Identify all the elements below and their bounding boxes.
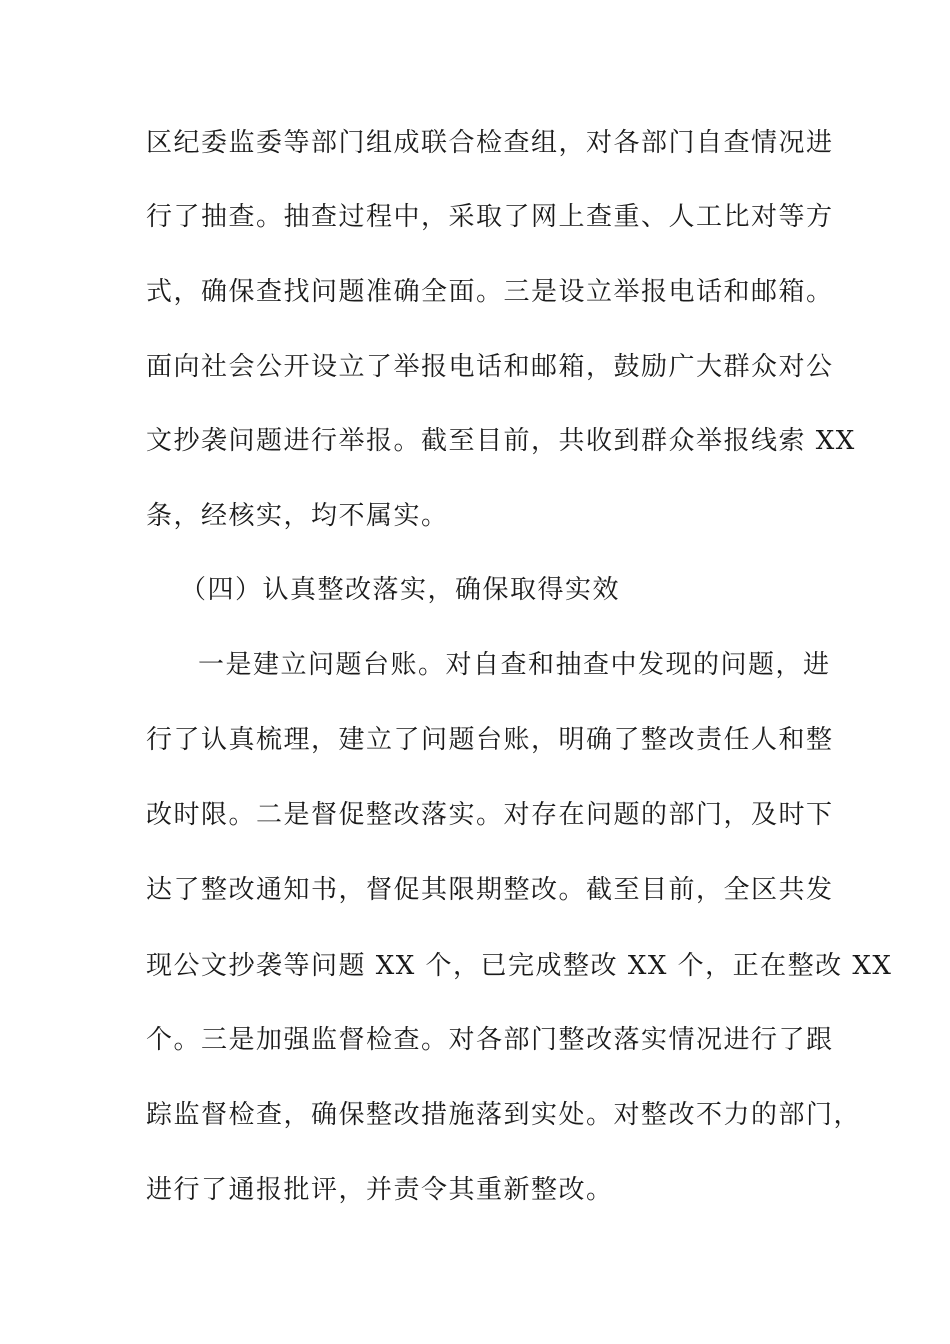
- paragraph-line: 一是建立问题台账。对自查和抽查中发现的问题，进: [198, 650, 831, 680]
- paragraph-line: 现公文抄袭等问题 XX 个，已完成整改 XX 个，正在整改 XX: [146, 951, 893, 981]
- paragraph-line: 改时限。二是督促整改落实。对存在问题的部门，及时下: [146, 800, 834, 830]
- paragraph-line: 条，经核实，均不属实。: [146, 501, 449, 531]
- paragraph-line: 式，确保查找问题准确全面。三是设立举报电话和邮箱。: [146, 277, 834, 307]
- paragraph-line: 进行了通报批评，并责令其重新整改。: [146, 1175, 614, 1205]
- paragraph-line: 区纪委监委等部门组成联合检查组，对各部门自查情况进: [146, 128, 834, 158]
- paragraph-line: 文抄袭问题进行举报。截至目前，共收到群众举报线索 XX: [146, 426, 856, 456]
- paragraph-line: 达了整改通知书，督促其限期整改。截至目前，全区共发: [146, 875, 834, 905]
- section-heading: （四）认真整改落实，确保取得实效: [180, 575, 621, 605]
- paragraph-line: 踪监督检查，确保整改措施落到实处。对整改不力的部门，: [146, 1100, 862, 1130]
- paragraph-line: 行了抽查。抽查过程中，采取了网上查重、人工比对等方: [146, 202, 834, 232]
- paragraph-line: 行了认真梳理，建立了问题台账，明确了整改责任人和整: [146, 725, 834, 755]
- paragraph-line: 个。三是加强监督检查。对各部门整改落实情况进行了跟: [146, 1025, 834, 1055]
- paragraph-line: 面向社会公开设立了举报电话和邮箱，鼓励广大群众对公: [146, 352, 834, 382]
